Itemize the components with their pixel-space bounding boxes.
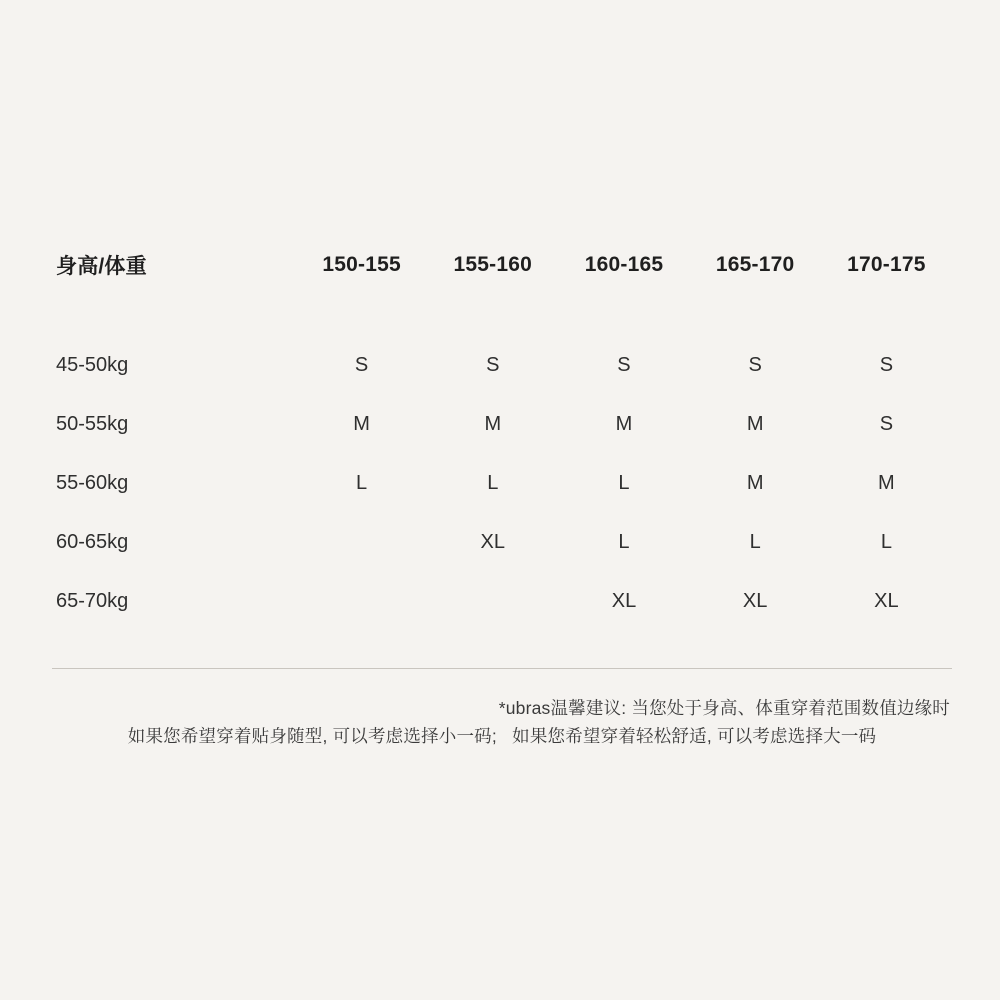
size-cell: M [878, 472, 895, 494]
size-cell: L [880, 531, 892, 553]
column-header-165-170: 165-170 [715, 253, 795, 276]
row-label-45-50kg: 45-50kg [56, 354, 129, 376]
table-row [52, 513, 952, 572]
size-chart-table [52, 228, 952, 631]
size-cell: XL [611, 590, 637, 612]
size-cell: S [617, 354, 631, 376]
size-cell: M [746, 413, 764, 435]
table-header-row [52, 228, 952, 302]
table-corner-label: 身高/体重 [56, 255, 147, 278]
column-header-150-155: 150-155 [322, 253, 401, 276]
size-cell: S [354, 354, 369, 376]
size-cell: M [484, 413, 502, 435]
size-cell: L [356, 472, 368, 494]
section-divider [52, 668, 952, 669]
size-cell: XL [480, 531, 506, 553]
table-row [52, 572, 952, 631]
spacer-cell [52, 302, 296, 336]
column-header-170-175: 170-175 [847, 253, 926, 276]
size-cell: XL [742, 590, 768, 612]
column-header-160-165: 160-165 [584, 253, 664, 276]
row-label-50-55kg: 50-55kg [56, 413, 129, 435]
size-cell: M [746, 472, 764, 494]
size-cell: L [749, 531, 761, 553]
row-label-65-70kg: 65-70kg [56, 590, 129, 612]
size-cell: M [353, 413, 370, 435]
size-cell: M [615, 413, 633, 435]
table-row [52, 454, 952, 513]
size-cell: L [618, 472, 630, 494]
size-cell: S [748, 354, 762, 376]
size-cell: L [618, 531, 630, 553]
row-label-60-65kg: 60-65kg [56, 531, 129, 553]
size-cell: S [486, 354, 500, 376]
table-row [52, 336, 952, 395]
table-spacer-row [52, 302, 952, 336]
spacer-cell [690, 302, 821, 336]
size-cell: L [487, 472, 499, 494]
size-cell: XL [874, 590, 899, 612]
size-cell [296, 572, 427, 631]
spacer-cell [427, 302, 558, 336]
spacer-cell [296, 302, 427, 336]
size-recommendation-notes [52, 694, 952, 750]
table-row [52, 395, 952, 454]
column-header-155-160: 155-160 [453, 253, 533, 276]
size-cell: S [879, 413, 894, 435]
size-cell [427, 572, 558, 631]
note-line-secondary: 如果您希望穿着贴身随型, 可以考虑选择小一码; 如果您希望穿着轻松舒适, 可以考虑选择大一码 [127, 726, 877, 746]
note-line-primary: *ubras温馨建议: 当您处于身高、体重穿着范围数值边缘时 [498, 698, 950, 718]
spacer-cell [821, 302, 952, 336]
row-label-55-60kg: 55-60kg [56, 472, 129, 494]
size-cell: S [879, 354, 894, 376]
spacer-cell [558, 302, 689, 336]
size-cell [296, 513, 427, 572]
